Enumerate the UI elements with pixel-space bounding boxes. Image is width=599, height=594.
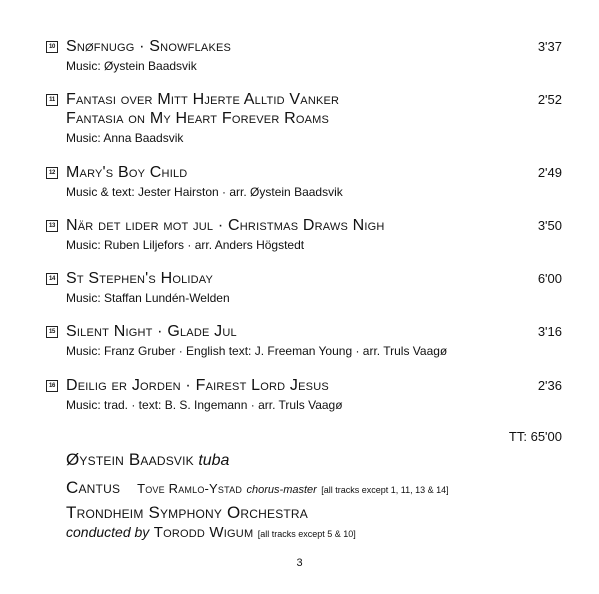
track-title: Deilig er Jorden · Fairest Lord Jesus xyxy=(66,377,329,394)
track-duration: 3'16 xyxy=(537,324,562,339)
orchestra-note: [all tracks except 5 & 10] xyxy=(257,529,356,539)
track-number-badge: 16 xyxy=(46,380,58,392)
track-title: St Stephen's Holiday xyxy=(66,270,214,287)
track-title-line2: Fantasia on My Heart Forever Roams xyxy=(66,110,330,127)
track-title: Snøfnugg · Snowflakes xyxy=(66,38,232,55)
track-credit: Music: Øystein Baadsvik xyxy=(66,59,197,73)
conductor-prefix: conducted by xyxy=(66,524,150,540)
track-duration: 2'36 xyxy=(537,378,562,393)
track-title: När det lider mot jul · Christmas Draws Nigh xyxy=(66,217,385,234)
soloist-name: Øystein Baadsvik xyxy=(66,450,194,469)
track-number-badge: 15 xyxy=(46,326,58,338)
soloist-line xyxy=(66,450,229,470)
total-time: TT: 65'00 xyxy=(508,429,562,444)
choir-line xyxy=(66,478,449,498)
orchestra-line xyxy=(66,503,308,523)
track-title: Silent Night · Glade Jul xyxy=(66,323,237,340)
track-credit: Music: Ruben Liljefors · arr. Anders Högstedt xyxy=(66,238,305,252)
track-number-badge: 12 xyxy=(46,167,58,179)
choir-master-role: chorus-master xyxy=(246,484,317,496)
conductor-name: Torodd Wigum xyxy=(153,524,254,541)
track-duration: 2'49 xyxy=(537,165,562,180)
conductor-line xyxy=(66,524,356,542)
track-title: Mary's Boy Child xyxy=(66,164,188,181)
track-number-badge: 11 xyxy=(46,94,58,106)
track-title: Fantasi over Mitt Hjerte Alltid Vanker xyxy=(66,91,340,108)
choir-name: Cantus xyxy=(66,478,121,497)
track-number-badge: 13 xyxy=(46,220,58,232)
track-duration: 2'52 xyxy=(537,92,562,107)
track-credit: Music & text: Jester Hairston · arr. Øystein Baadsvik xyxy=(66,185,343,199)
page-number: 3 xyxy=(296,557,303,569)
track-duration: 3'37 xyxy=(537,39,562,54)
track-duration: 6'00 xyxy=(537,271,562,286)
track-duration: 3'50 xyxy=(537,218,562,233)
track-credit: Music: trad. · text: B. S. Ingemann · arr. Truls Vaagø xyxy=(66,398,343,412)
orchestra-name: Trondheim Symphony Orchestra xyxy=(66,503,309,522)
track-number-badge: 10 xyxy=(46,41,58,53)
track-number-badge: 14 xyxy=(46,273,58,285)
choir-master-name: Tove Ramlo-Ystad xyxy=(137,481,243,496)
track-credit: Music: Franz Gruber · English text: J. Freeman Young · arr. Truls Vaagø xyxy=(66,344,448,358)
track-credit: Music: Anna Baadsvik xyxy=(66,131,184,145)
track-credit: Music: Staffan Lundén-Welden xyxy=(66,291,230,305)
soloist-role: tuba xyxy=(198,452,230,469)
choir-note: [all tracks except 1, 11, 13 & 14] xyxy=(321,485,449,495)
